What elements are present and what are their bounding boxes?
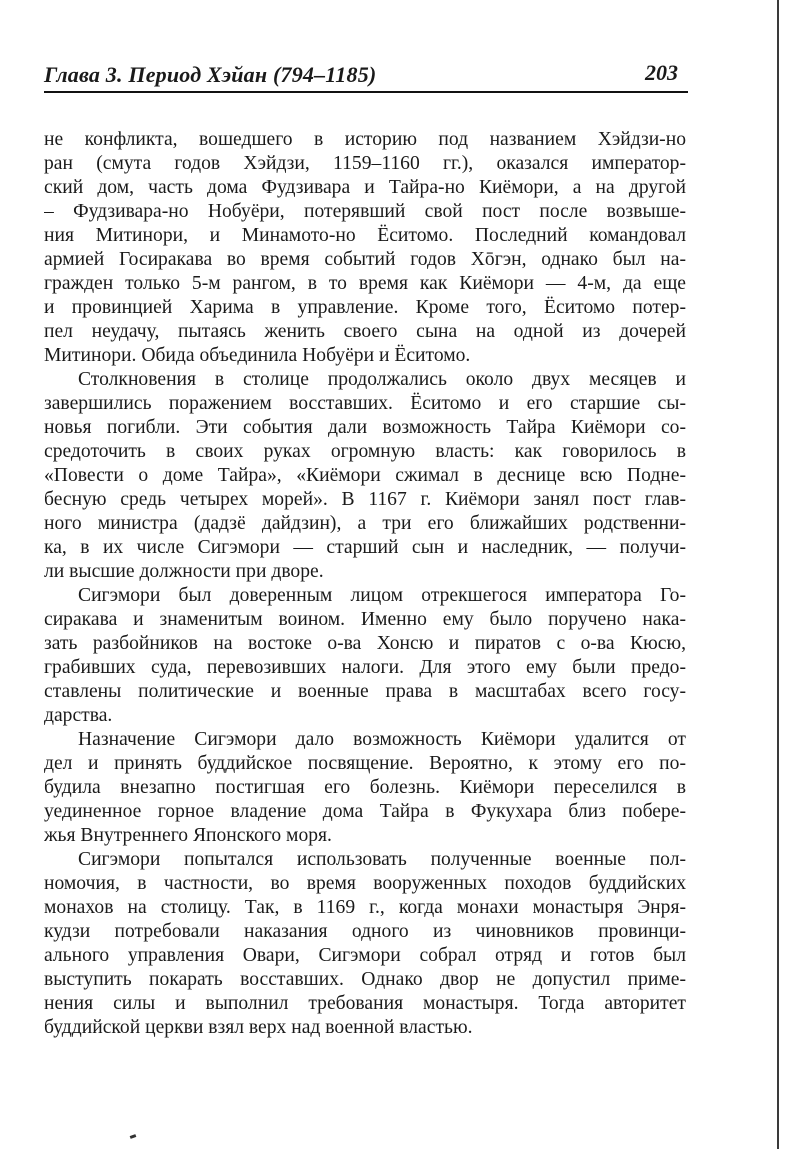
text-line: ли высшие должности при дворе. (44, 561, 324, 582)
text-line: армией Госиракава во время событий годов Хōгэн, однако был на- (44, 249, 686, 270)
text-line: пел неудачу, пытаясь женить своего сына на одной из дочерей (44, 321, 686, 342)
text-line: Митинори. Обида объединила Нобуёри и Ёситомо. (44, 345, 471, 366)
text-line: ного министра (дадзё дайдзин), а три его ближайших родственни- (44, 513, 686, 534)
text-line: Сигэмори попытался использовать полученные военные пол- (78, 849, 686, 870)
text-line: сиракава и знаменитым воином. Именно ему было поручено нака- (44, 609, 686, 630)
text-line: дарства. (44, 705, 113, 726)
text-line: новья погибли. Эти события дали возможность Тайра Киёмори со- (44, 417, 686, 438)
text-line: ский дом, часть дома Фудзивара и Тайра-но Киёмори, а на другой (44, 177, 686, 198)
text-line: ния Митинори, и Минамото-но Ёситомо. Последний командовал (44, 225, 686, 246)
page-edge-line (777, 0, 779, 1149)
text-line: номочия, в частности, во время вооруженных походов буддийских (44, 873, 686, 894)
text-line: и провинцией Харима в управление. Кроме того, Ёситомо потер- (44, 297, 686, 318)
text-line: бесную средь четырех морей». В 1167 г. Киёмори занял пост глав- (44, 489, 686, 510)
text-line: ставлены политические и военные права в масштабах всего госу- (44, 681, 686, 702)
text-line: «Повести о доме Тайра», «Киёмори сжимал в деснице всю Подне- (44, 465, 686, 486)
text-line: Сигэмори был доверенным лицом отрекшегося императора Го- (78, 585, 686, 606)
text-line: ка, в их числе Сигэмори — старший сын и наследник, — получи- (44, 537, 686, 558)
text-line: ран (смута годов Хэйдзи, 1159–1160 гг.), оказался император- (44, 153, 686, 174)
running-header (44, 58, 688, 98)
text-line: Назначение Сигэмори дало возможность Киёмори удалится от (78, 729, 686, 750)
text-line: – Фудзивара-но Нобуёри, потерявший свой пост после возвыше- (44, 201, 686, 222)
text-line: выступить покарать восставших. Однако двор не допустил приме- (44, 969, 686, 990)
page-number: 203 (645, 60, 678, 85)
header-rule (44, 91, 688, 93)
body-text (44, 128, 686, 1040)
text-line: зать разбойников на востоке о-ва Хонсю и пиратов с о-ва Кюсю, (44, 633, 686, 654)
text-line: не конфликта, вошедшего в историю под названием Хэйдзи-но (44, 129, 686, 150)
text-line: уединенное горное владение дома Тайра в Фукухара близ побере- (44, 801, 686, 822)
text-line: дел и принять буддийское посвящение. Вероятно, к этому его по- (44, 753, 686, 774)
text-line: гражден только 5-м рангом, в то время как Киёмори — 4-м, да еще (44, 273, 686, 294)
text-line: жья Внутреннего Японского моря. (44, 825, 332, 846)
text-line: монахов на столицу. Так, в 1169 г., когда монахи монастыря Энря- (44, 897, 686, 918)
text-line: средоточить в своих руках огромную власть: как говорилось в (44, 441, 686, 462)
text-line: будила внезапно постигшая его болезнь. Киёмори переселился в (44, 777, 686, 798)
chapter-title: Глава 3. Период Хэйан (794–1185) (44, 62, 377, 87)
text-line: ального управления Овари, Сигэмори собрал отряд и готов был (44, 945, 686, 966)
stray-ink-mark (130, 1134, 137, 1139)
text-line: нения силы и выполнил требования монастыря. Тогда авторитет (44, 993, 686, 1014)
text-line: кудзи потребовали наказания одного из чиновников провинци- (44, 921, 686, 942)
text-line: грабивших суда, перевозивших налоги. Для этого ему были предо- (44, 657, 686, 678)
text-line: завершились поражением восставших. Ёситомо и его старшие сы- (44, 393, 686, 414)
text-line: буддийской церкви взял верх над военной властью. (44, 1017, 473, 1038)
text-line: Столкновения в столице продолжались около двух месяцев и (78, 369, 686, 390)
